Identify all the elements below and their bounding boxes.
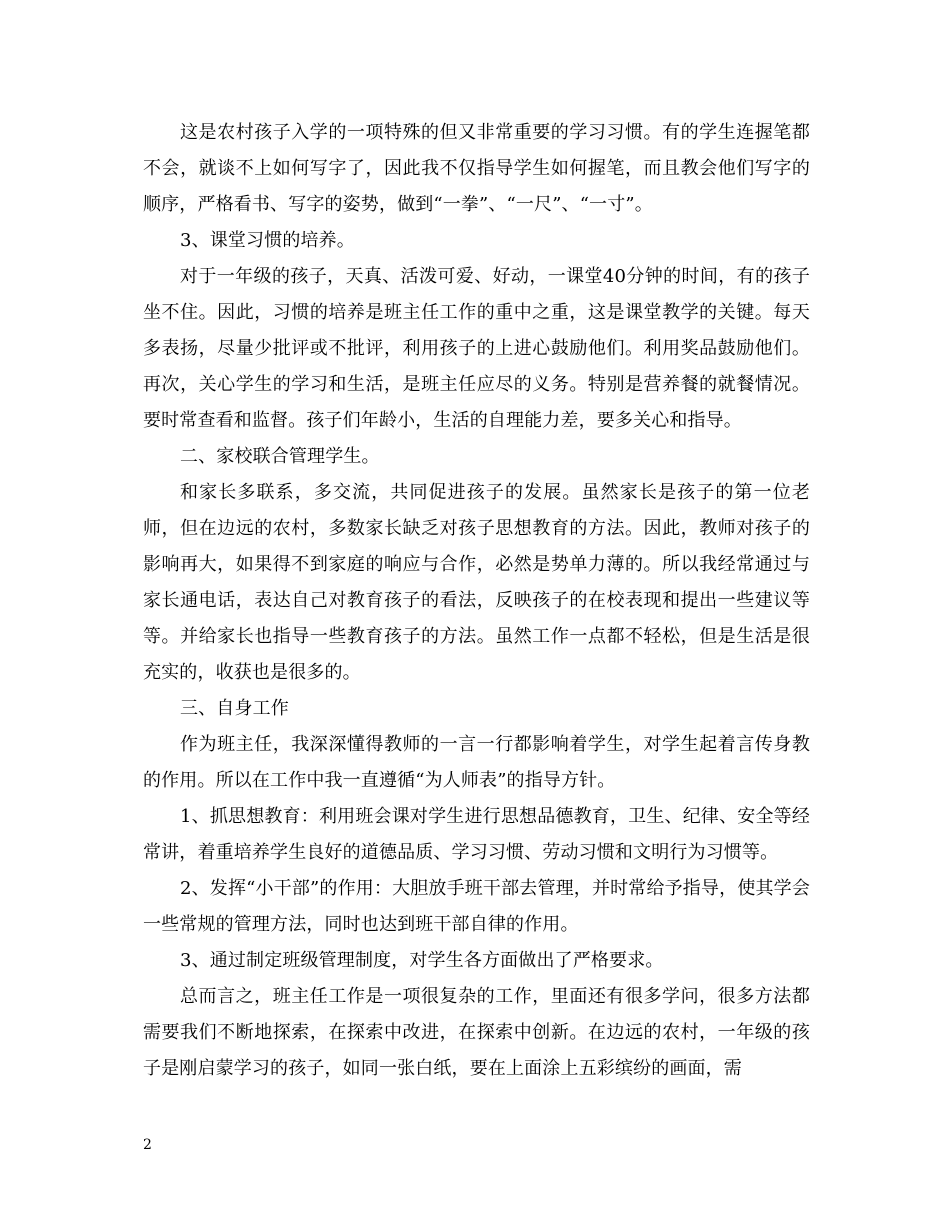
heading-classroom-habits: 3、课堂习惯的培养。 <box>180 230 355 251</box>
page-number: 2 <box>143 1137 152 1153</box>
paragraph-self-work: 作为班主任，我深深懂得教师的一言一行都影响着学生，对学生起着言传身教的作用。所以在工作中我一直遵循“为人师表”的指导方针。 <box>143 734 810 791</box>
heading-home-school: 二、家校联合管理学生。 <box>180 446 380 467</box>
heading-self-work: 三、自身工作 <box>180 698 289 719</box>
list-item-class-cadres: 2、发挥“小干部”的作用：大胆放手班干部去管理，并时常给予指导，使其学会一些常规的管理方法，同时也达到班干部自律的作用。 <box>143 878 810 935</box>
paragraph-home-school: 和家长多联系，多交流，共同促进孩子的发展。虽然家长是孩子的第一位老师，但在边远的农村，多数家长缺乏对孩子思想教育的方法。因此，教师对孩子的影响再大，如果得不到家庭的响应与合作，必然是势单力薄的。所以我经常通过与家长通电话，表达自己对教育孩子的看法，反映孩子的在校表现和提出一些建议等等。并给家长也指导一些教育孩子的方法。虽然工作一点都不轻松，但是生活是很充实的，收获也是很多的。 <box>143 482 810 683</box>
paragraph-writing-habits: 这是农村孩子入学的一项特殊的但又非常重要的学习习惯。有的学生连握笔都不会，就谈不上如何写字了，因此我不仅指导学生如何握笔，而且教会他们写字的顺序，严格看书、写字的姿势，做到“一拳”、“一尺”、“一寸”。 <box>143 122 810 215</box>
paragraph-conclusion: 总而言之，班主任工作是一项很复杂的工作，里面还有很多学问，很多方法都需要我们不断地探索，在探索中改进，在探索中创新。在边远的农村，一年级的孩子是刚启蒙学习的孩子，如同一张白纸，要在上面涂上五彩缤纷的画面，需 <box>143 986 810 1079</box>
paragraph-classroom-habits: 对于一年级的孩子，天真、活泼可爱、好动，一课堂40分钟的时间，有的孩子坐不住。因此，习惯的培养是班主任工作的重中之重，这是课堂教学的关键。每天多表扬，尽量少批评或不批评，利用孩子的上进心鼓励他们。利用奖品鼓励他们。再次，关心学生的学习和生活，是班主任应尽的义务。特别是营养餐的就餐情况。要时常查看和监督。孩子们年龄小，生活的自理能力差，要多关心和指导。 <box>143 266 810 431</box>
list-item-moral-education: 1、抓思想教育：利用班会课对学生进行思想品德教育，卫生、纪律、安全等经常讲，着重培养学生良好的道德品质、学习习惯、劳动习惯和文明行为习惯等。 <box>143 806 810 863</box>
list-item-class-rules: 3、通过制定班级管理制度，对学生各方面做出了严格要求。 <box>180 950 664 971</box>
document-body <box>143 115 810 1087</box>
